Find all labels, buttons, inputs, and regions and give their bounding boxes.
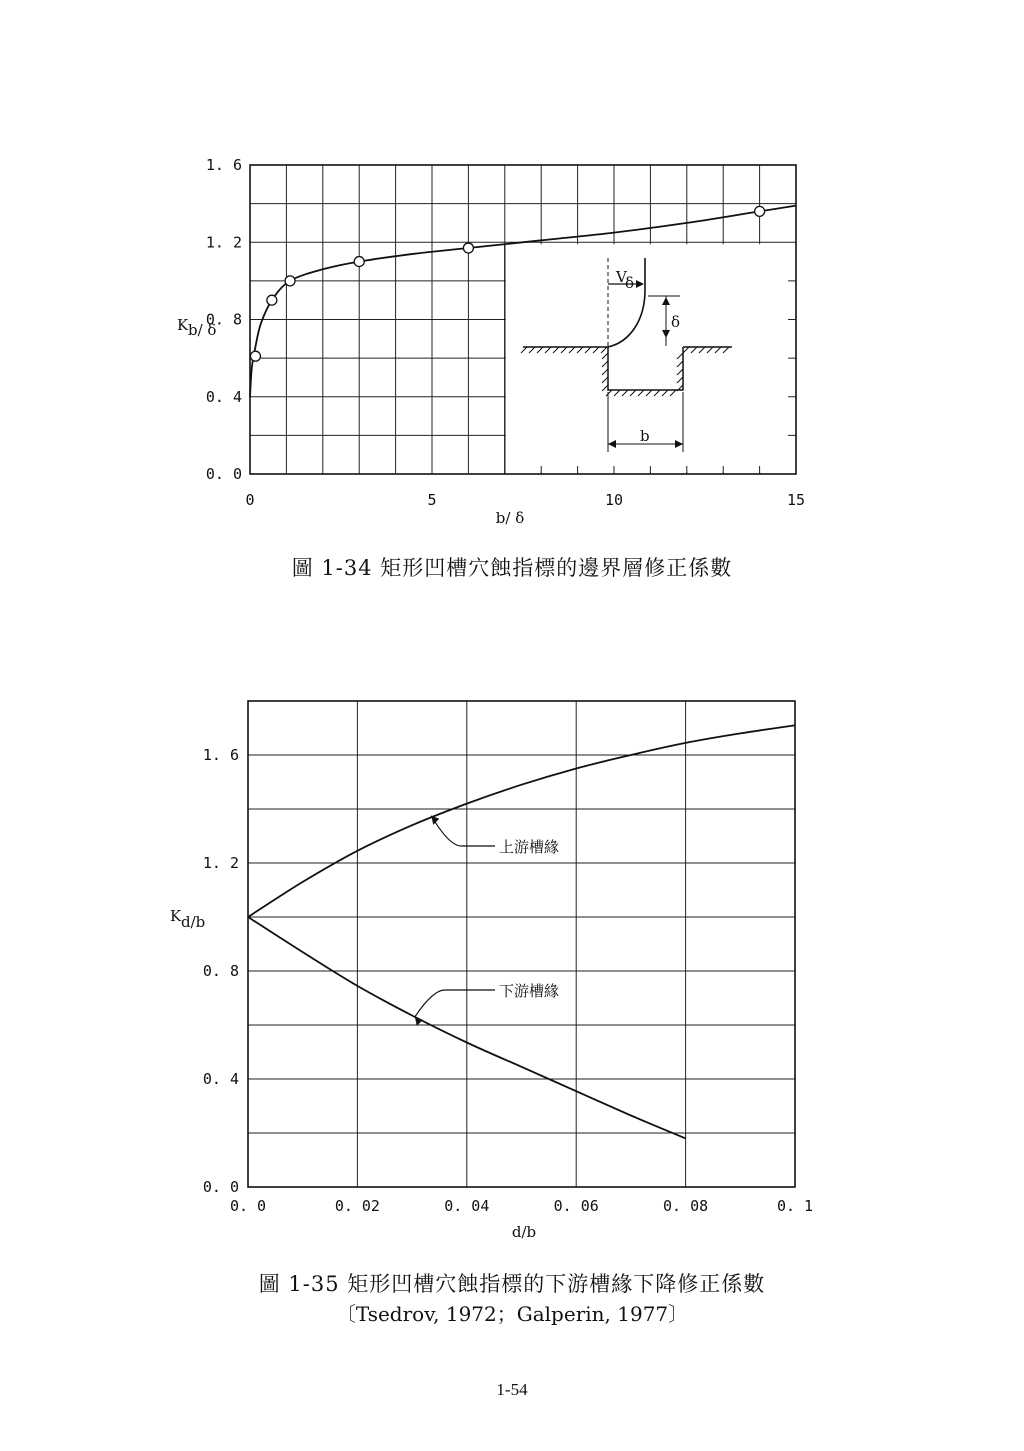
series-label-arrowhead (431, 816, 439, 825)
data-point-marker (463, 243, 473, 253)
x-axis-label: b/ δ (495, 509, 525, 527)
page-number: 1-54 (496, 1380, 528, 1399)
figure-1-34-caption: 圖 1-34 矩形凹槽穴蝕指標的邊界層修正係數 (291, 556, 733, 580)
x-tick-label: 0. 1 (776, 1197, 814, 1215)
inset-panel (506, 244, 795, 472)
data-point-marker (354, 257, 364, 267)
figure-1-35-citation: 〔Tsedrov, 1972；Galperin, 1977〕 (335, 1302, 689, 1326)
y-tick-label: 0. 4 (202, 1070, 239, 1088)
x-tick-label: 5 (427, 491, 437, 509)
x-tick-label: 0. 08 (663, 1197, 709, 1215)
y-axis-label: K (170, 907, 182, 925)
data-point-marker (250, 351, 260, 361)
series-label: 下游槽緣 (499, 982, 560, 1000)
velocity-subscript: δ (625, 274, 635, 292)
x-tick-label: 15 (786, 491, 806, 509)
y-tick-label: 0. 8 (205, 310, 242, 329)
y-tick-label: 1. 6 (202, 746, 239, 764)
y-tick-label: 0. 4 (205, 387, 242, 406)
y-axis-label-subscript: b/ δ (188, 321, 217, 339)
series-label-leader (431, 816, 495, 846)
y-tick-label: 1. 2 (202, 854, 239, 872)
x-tick-label: 0. 02 (334, 1197, 380, 1215)
data-point-marker (267, 295, 277, 305)
velocity-label: V (616, 268, 627, 286)
y-tick-label: 0. 0 (205, 465, 242, 483)
x-tick-label: 0 (245, 491, 255, 509)
series-label: 上游槽緣 (499, 838, 560, 856)
y-axis-label-subscript: d/b (181, 913, 206, 931)
curve-upstream-edge (248, 725, 795, 917)
x-tick-label: 10 (604, 491, 624, 509)
y-tick-label: 0. 0 (202, 1178, 239, 1196)
y-axis-label: K (177, 316, 189, 334)
y-tick-label: 1. 6 (205, 156, 242, 174)
figure-1-35-caption: 圖 1-35 矩形凹槽穴蝕指標的下游槽緣下降修正係數 (258, 1272, 766, 1296)
series-label-leader (415, 990, 495, 1017)
x-tick-label: 0. 04 (444, 1197, 490, 1215)
x-tick-label: 0. 06 (553, 1197, 599, 1215)
x-axis-label: d/b (511, 1223, 537, 1241)
plot-frame (248, 701, 795, 1187)
delta-label: δ (671, 313, 681, 331)
y-tick-label: 0. 8 (202, 962, 239, 980)
data-point-marker (755, 206, 765, 216)
x-tick-label: 0. 0 (229, 1197, 267, 1215)
b-label: b (640, 427, 650, 445)
y-tick-label: 1. 2 (205, 233, 242, 252)
data-point-marker (285, 276, 295, 286)
